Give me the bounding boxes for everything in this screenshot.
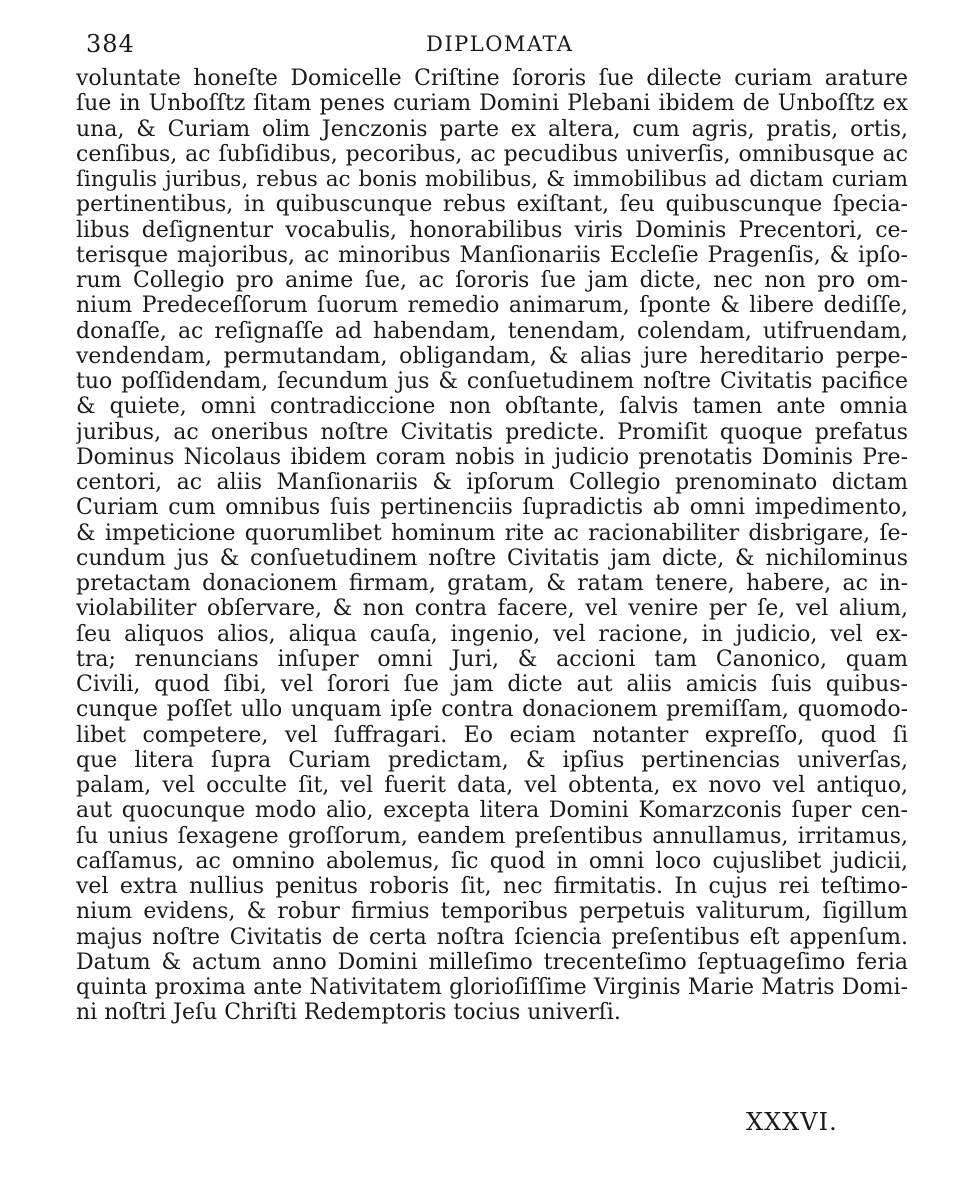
- text-line: cundum jus & conſuetudinem noſtre Civitatis jam dicte, & nichilominus: [76, 545, 908, 571]
- text-line: libus deſignentur vocabulis, honorabilibus viris Dominis Precentori, ce-: [76, 217, 908, 243]
- text-line: violabiliter obſervare, & non contra facere, vel venire per ſe, vel alium,: [76, 596, 908, 622]
- text-line: voluntate honeſte Domicelle Criſtine ſororis ſue dilecte curiam arature: [76, 66, 908, 91]
- text-line: nium Predeceſſorum ſuorum remedio animarum, ſponte & libere dediſſe,: [76, 293, 908, 319]
- text-line: nium evidens, & robur firmius temporibus perpetuis valiturum, ſigillum: [76, 899, 908, 925]
- text-line: cunque poſſet ullo unquam ipſe contra donacionem premiſſam, quomodo-: [76, 697, 908, 723]
- text-line: tra; renuncians inſuper omni Juri, & accioni tam Canonico, quam: [76, 646, 908, 672]
- catchword: XXXVI.: [746, 1108, 838, 1136]
- text-line: ſeu aliquos alios, aliqua cauſa, ingenio, vel racione, in judicio, vel ex-: [76, 621, 908, 647]
- page-number: 384: [86, 30, 135, 58]
- text-line: & quiete, omni contradiccione non obſtante, ſalvis tamen ante omnia: [76, 394, 908, 420]
- text-line: ſue in Unboſſtz ſitam penes curiam Domini Plebani ibidem de Unboſſtz ex: [76, 91, 908, 117]
- text-line: pretactam donacionem firmam, gratam, & ratam tenere, habere, ac in-: [76, 571, 908, 596]
- text-line: vendendam, permutandam, obligandam, & alias jure hereditario perpe-: [76, 343, 908, 369]
- text-line: Civili, quod ſibi, vel ſorori ſue jam dicte aut aliis amicis ſuis quibus-: [76, 672, 908, 697]
- text-line: pertinentibus, in quibuscunque rebus exiſtant, ſeu quibuscunque ſpecia-: [76, 192, 908, 218]
- text-line: majus noſtre Civitatis de certa noſtra ſciencia preſentibus eſt appenſum.: [76, 924, 908, 950]
- text-line: tuo poſſidendam, ſecundum jus & conſuetudinem noſtre Civitatis pacifice: [76, 369, 908, 394]
- text-line: quinta proxima ante Nativitatem glorioſiſſime Virginis Marie Matris Domi-: [76, 975, 908, 1000]
- text-line: cenſibus, ac ſubſidibus, pecoribus, ac pecudibus univerſis, omnibusque ac: [76, 141, 908, 167]
- text-line: Dominus Nicolaus ibidem coram nobis in judicio prenotatis Dominis Pre-: [76, 444, 908, 470]
- text-line: Curiam cum omnibus ſuis pertinenciis ſupradictis ab omni impedimento,: [76, 495, 908, 521]
- text-line: & impeticione quorumlibet hominum rite ac racionabiliter disbrigare, ſe-: [76, 520, 908, 546]
- text-line: donaſſe, ac reſignaſſe ad habendam, tenendam, colendam, utifruendam,: [76, 318, 908, 344]
- text-line: vel extra nullius penitus roboris ſit, nec firmitatis. In cujus rei teſtimo-: [76, 874, 908, 899]
- running-head: DIPLOMATA: [426, 32, 574, 56]
- body-text: [76, 66, 908, 1026]
- text-line: ſu unius ſexagene groſſorum, eandem preſentibus annullamus, irritamus,: [76, 823, 908, 849]
- text-line: que litera ſupra Curiam predictam, & ipſius pertinencias univerſas,: [76, 747, 908, 773]
- text-line: centori, ac aliis Manſionariis & ipſorum Collegio prenominato dictam: [76, 470, 908, 495]
- text-line: palam, vel occulte ſit, vel fuerit data, vel obtenta, ex novo vel antiquo,: [76, 773, 908, 798]
- text-line: Datum & actum anno Domini milleſimo trecenteſimo ſeptuageſimo feria: [76, 949, 908, 975]
- text-line: rum Collegio pro anime ſue, ac ſororis ſue jam dicte, nec non pro om-: [76, 268, 908, 293]
- text-line: terisque majoribus, ac minoribus Manſionariis Eccleſie Pragenſis, & ipſo-: [76, 242, 908, 268]
- text-line: ni noſtri Jeſu Chriſti Redemptoris tocius univerſi.: [76, 1000, 621, 1026]
- text-line: ſingulis juribus, rebus ac bonis mobilibus, & immobilibus ad dictam curiam: [76, 167, 908, 192]
- text-line: libet competere, vel ſuffragari. Eo eciam notanter expreſſo, quod ſi: [76, 722, 908, 748]
- text-line: aut quocunque modo alio, excepta litera Domini Komarzconis ſuper cen-: [76, 798, 908, 824]
- text-line: juribus, ac oneribus noſtre Civitatis predicte. Promiſit quoque prefatus: [76, 419, 908, 445]
- text-line: una, & Curiam olim Jenczonis parte ex altera, cum agris, pratis, ortis,: [76, 116, 908, 142]
- text-line: caſſamus, ac omnino abolemus, ſic quod in omni loco cujuslibet judicii,: [76, 848, 908, 874]
